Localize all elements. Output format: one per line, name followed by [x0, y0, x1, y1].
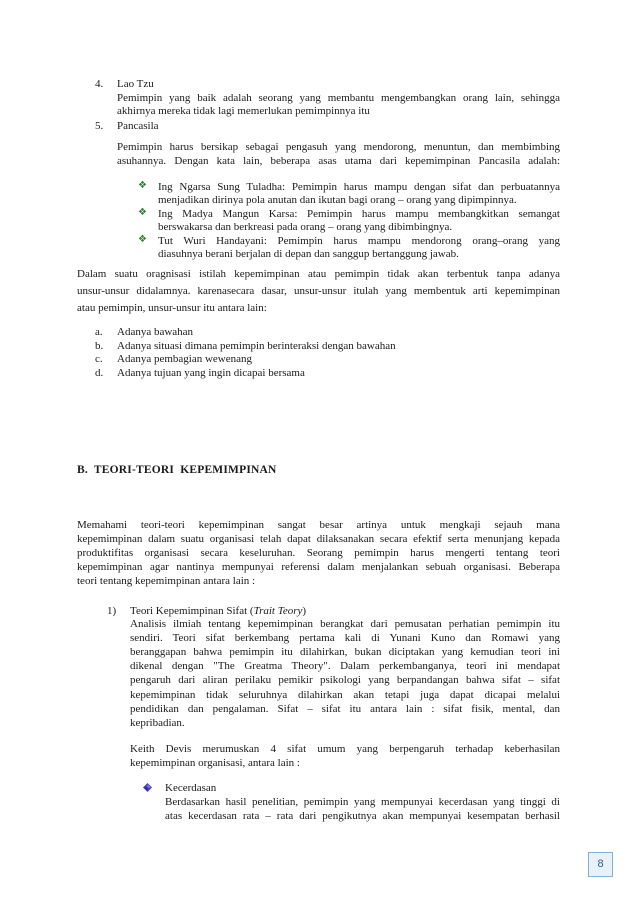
item-title: Lao Tzu — [117, 78, 154, 90]
item-line: asuhannya. Dengan kata lain, beberapa asas utama dari kepemimpinan Pancasila adalah: — [117, 155, 560, 167]
paragraph-line: Memahami teori-teori kepemimpinan sangat besar artinya untuk mengkaji sejauh mana — [77, 519, 560, 531]
theory-line: kepribadian. — [130, 717, 185, 729]
theory-number: 1) — [107, 605, 117, 617]
section-heading: B. TEORI-TEORI KEPEMIMPINAN — [77, 464, 277, 476]
list-letter: a. — [95, 326, 103, 338]
paragraph-line: atau pemimpin, unsur-unsur itu antara lain: — [77, 302, 267, 314]
item-number: 5. — [95, 120, 104, 132]
principle-line: menjadikan dirinya pola anutan dan ikutan bagi orang – orang yang dipimpinnya. — [158, 194, 517, 206]
theory-line: pendidikan dan pengalaman. Sifat – sifat itu antara lain : sifat fisik, mental, dan — [130, 703, 560, 715]
theory-line: dikenal dengan "The Greatma Theory". Dalam perkembanganya, teori ini mendapat — [130, 660, 560, 672]
paragraph-line: unsur-unsur didalamnya. karenasecara dasar, unsur-unsur itulah yang membentuk arti kepemimpinan — [77, 285, 560, 297]
item-line: Pemimpin yang baik adalah seorang yang membantu mengembangkan orang lain, sehingga — [117, 92, 560, 104]
item-title: Pancasila — [117, 120, 159, 132]
theory-line: beranggapan bahwa pemimpin itu dilahirkan, bukan diciptakan yang kemudian teori ini — [130, 646, 560, 658]
list-letter: c. — [95, 353, 103, 365]
list-letter: b. — [95, 340, 104, 352]
theory-line: Analisis ilmiah tentang kepemimpinan berangkat dari pemusatan perhatian pemimpin itu — [130, 618, 560, 630]
paragraph-line: teori tentang kepemimpinan antara lain : — [77, 575, 256, 587]
gem-bullet-icon — [143, 783, 152, 792]
theory-line: kepemimpinan tidak seluruhnya dilahirkan akan tetapi juga dapat dicapai melalui — [130, 689, 560, 701]
list-item: Adanya bawahan — [117, 326, 194, 338]
check-diamond-icon: ❖ — [138, 207, 147, 218]
theory-line: sendiri. Teori sifat berkembang pertama kali di Yunani Kuno dan Romawi yang — [130, 632, 560, 644]
item-number: 4. — [95, 78, 104, 90]
trait-line: Berdasarkan hasil penelitian, pemimpin yang mempunyai kecerdasan yang tinggi di — [165, 796, 560, 808]
list-item: Adanya situasi dimana pemimpin berinteraksi dengan bawahan — [117, 340, 396, 352]
trait-line: atas kecerdasan rata – rata dari pengikutnya akan mempunyai kesempatan berhasil — [165, 810, 560, 822]
list-item: Adanya tujuan yang ingin dicapai bersama — [117, 367, 305, 379]
trait-title: Kecerdasan — [165, 782, 217, 794]
principle-line: Ing Madya Mangun Karsa: Pemimpin harus mampu membangkitkan semangat — [158, 208, 560, 220]
paragraph-line: produktifitas organisasi secara keseluruhan. Seorang pemimpin harus mengerti tentang teori — [77, 547, 560, 559]
principle-line: berswakarsa dan berkreasi pada orang – orang yang dibimbingnya. — [158, 221, 453, 233]
list-item: Adanya pembagian wewenang — [117, 353, 253, 365]
theory-line: kepemimpinan organisasi, antara lain : — [130, 757, 300, 769]
theory-line: pengaruh dari aliran perilaku pemikir psikologi yang berpandangan bahwa sifat – sifat — [130, 674, 560, 686]
check-diamond-icon: ❖ — [138, 180, 147, 191]
paragraph-line: kepemimpinan dalam suatu organisasi telah dapat dilaksanakan secara efektif serta menunjang kepada — [77, 533, 560, 545]
item-line: Pemimpin harus bersikap sebagai pengasuh yang mendorong, menuntun, dan membimbing — [117, 141, 560, 153]
theory-line: Keith Devis merumuskan 4 sifat umum yang berpengaruh terhadap keberhasilan — [130, 743, 560, 755]
principle-line: Tut Wuri Handayani: Pemimpin harus mampu mendorong orang–orang yang — [158, 235, 560, 247]
check-diamond-icon: ❖ — [138, 234, 147, 245]
page-number: 8 — [588, 852, 613, 877]
item-line: akhirnya mereka tidak lagi memerlukan pemimpinnya itu — [117, 105, 370, 117]
principle-line: diasuhnya berani berjalan di depan dan sanggup bertanggung jawab. — [158, 248, 459, 260]
list-letter: d. — [95, 367, 104, 379]
principle-line: Ing Ngarsa Sung Tuladha: Pemimpin harus mampu dengan sifat dan perbuatannya — [158, 181, 560, 193]
paragraph-line: kepemimpinan agar nantinya mempunyai referensi dalam menjalankan sebuah organisasi. Beberapa — [77, 561, 560, 573]
paragraph-line: Dalam suatu oragnisasi istilah kepemimpinan atau pemimpin tidak akan terbentuk tanpa adanya — [77, 268, 560, 280]
theory-title: Teori Kepemimpinan Sifat (Trait Teory) — [130, 605, 307, 617]
